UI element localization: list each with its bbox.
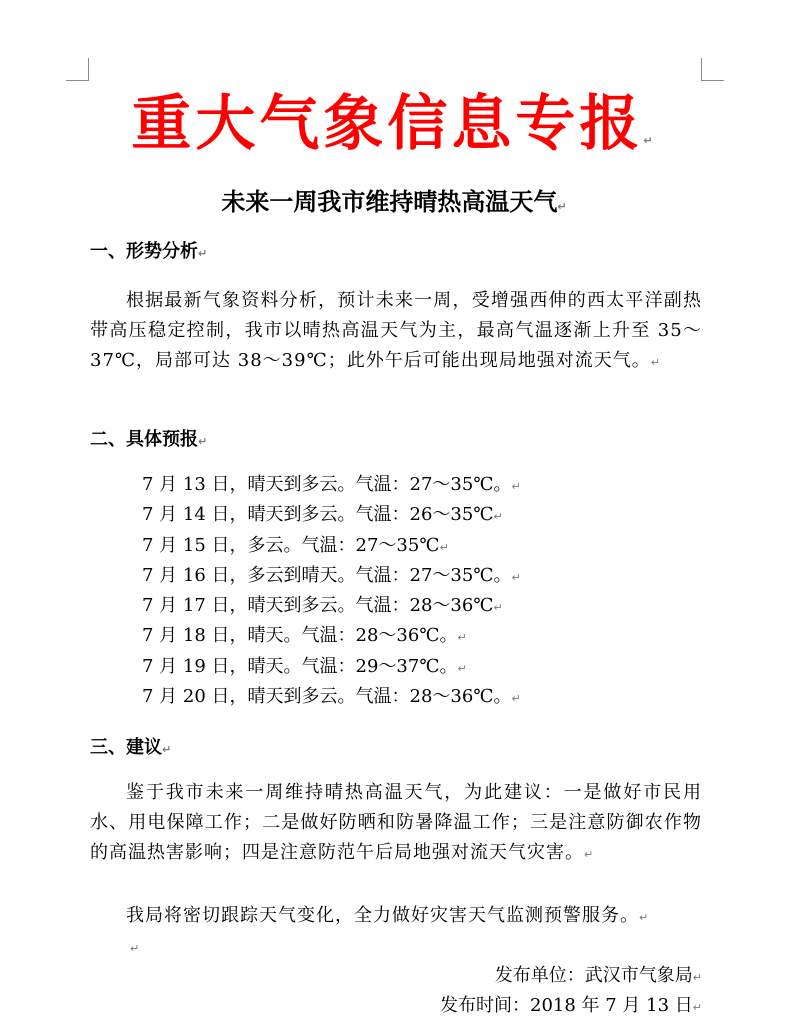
section-heading-forecast <box>90 426 207 456</box>
paragraph-mark-icon: ↵ <box>511 480 521 493</box>
forecast-item <box>142 470 521 500</box>
analysis-paragraph <box>90 286 702 378</box>
document-title-text: 重大气象信息专报 <box>131 89 644 159</box>
paragraph-mark-icon: ↵ <box>162 743 172 756</box>
issue-time-line <box>440 991 702 1023</box>
suggestions-paragraph-text: 鉴于我市未来一周维持晴热高温天气，为此建议：一是做好市民用水、用电保障工作；二是做好防晒和防暑降温工作；三是注意防御农作物的高温热害影响；四是注意防范午后局地强对流天气灾害。 <box>90 782 702 863</box>
paragraph-mark-icon: ↵ <box>198 247 208 260</box>
section-heading-analysis <box>90 238 207 268</box>
forecast-item-text: 7 月 18 日，晴天。气温：28～36℃。 <box>142 625 458 647</box>
paragraph-mark-icon: ↵ <box>643 134 657 147</box>
forecast-item <box>142 652 521 682</box>
forecast-item-text: 7 月 19 日，晴天。气温：29～37℃。 <box>142 655 458 677</box>
paragraph-mark-icon: ↵ <box>584 848 595 861</box>
issuer-line <box>495 961 702 993</box>
paragraph-mark-icon: ↵ <box>198 435 208 448</box>
forecast-item <box>142 591 521 621</box>
service-paragraph-text: 我局将密切跟踪天气变化，全力做好灾害天气监测预警服务。 <box>126 905 639 926</box>
paragraph-mark-icon: ↵ <box>511 692 521 706</box>
paragraph-mark-icon: ↵ <box>557 200 567 213</box>
forecast-item-text: 7 月 20 日，晴天到多云。气温：28～36℃。 <box>142 686 512 708</box>
paragraph-mark-icon: ↵ <box>511 570 521 584</box>
forecast-item-text: 7 月 17 日，晴天到多云。气温：28～36℃ <box>142 595 494 617</box>
issuer-text: 发布单位：武汉市气象局 <box>494 965 693 986</box>
paragraph-mark-icon: ↵ <box>692 971 702 984</box>
forecast-item-text: 7 月 15 日，多云。气温：27～35℃ <box>142 534 440 556</box>
paragraph-mark-icon: ↵ <box>692 1001 702 1014</box>
section-heading-text: 二、具体预报 <box>90 429 198 450</box>
issue-time-text: 发布时间：2018 年 7 月 13 日 <box>440 995 693 1016</box>
document-title <box>0 82 788 183</box>
paragraph-mark-icon: ↵ <box>457 631 467 645</box>
section-heading-text: 三、建议 <box>90 737 162 758</box>
forecast-item-text: 7 月 14 日，晴天到多云。气温：26～35℃ <box>142 504 494 526</box>
forecast-item <box>142 561 521 591</box>
paragraph-mark-icon: ↵ <box>457 661 467 675</box>
forecast-item-text: 7 月 16 日，多云到晴天。气温：27～35℃。 <box>142 564 512 586</box>
service-paragraph <box>90 901 702 933</box>
forecast-item <box>142 531 521 561</box>
document-subtitle-text: 未来一周我市维持晴热高温天气 <box>221 188 558 216</box>
section-heading-text: 一、形势分析 <box>90 241 198 262</box>
paragraph-mark-icon: ↵ <box>650 356 661 369</box>
forecast-item <box>142 682 521 712</box>
section-heading-suggestions <box>90 734 171 764</box>
paragraph-mark-icon: ↵ <box>493 510 503 524</box>
forecast-list <box>142 470 521 712</box>
forecast-item <box>142 621 521 651</box>
paragraph-mark-icon: ↵ <box>493 601 503 615</box>
forecast-item <box>142 500 521 530</box>
analysis-paragraph-text: 根据最新气象资料分析，预计未来一周，受增强西伸的西太平洋副热带高压稳定控制，我市以晴热高温天气为主，最高气温逐渐上升至 35～37℃，局部可达 38～39℃；此外午后可能出现局地强对流天气。 <box>90 290 702 371</box>
paragraph-mark-icon: ↵ <box>130 942 140 955</box>
paragraph-mark-icon: ↵ <box>439 540 449 554</box>
forecast-item-text: 7 月 13 日，晴天到多云。气温：27～35℃。 <box>142 474 512 495</box>
paragraph-mark-icon: ↵ <box>639 911 650 924</box>
empty-paragraph <box>130 932 139 964</box>
suggestions-paragraph <box>90 778 702 870</box>
document-subtitle <box>0 184 788 225</box>
